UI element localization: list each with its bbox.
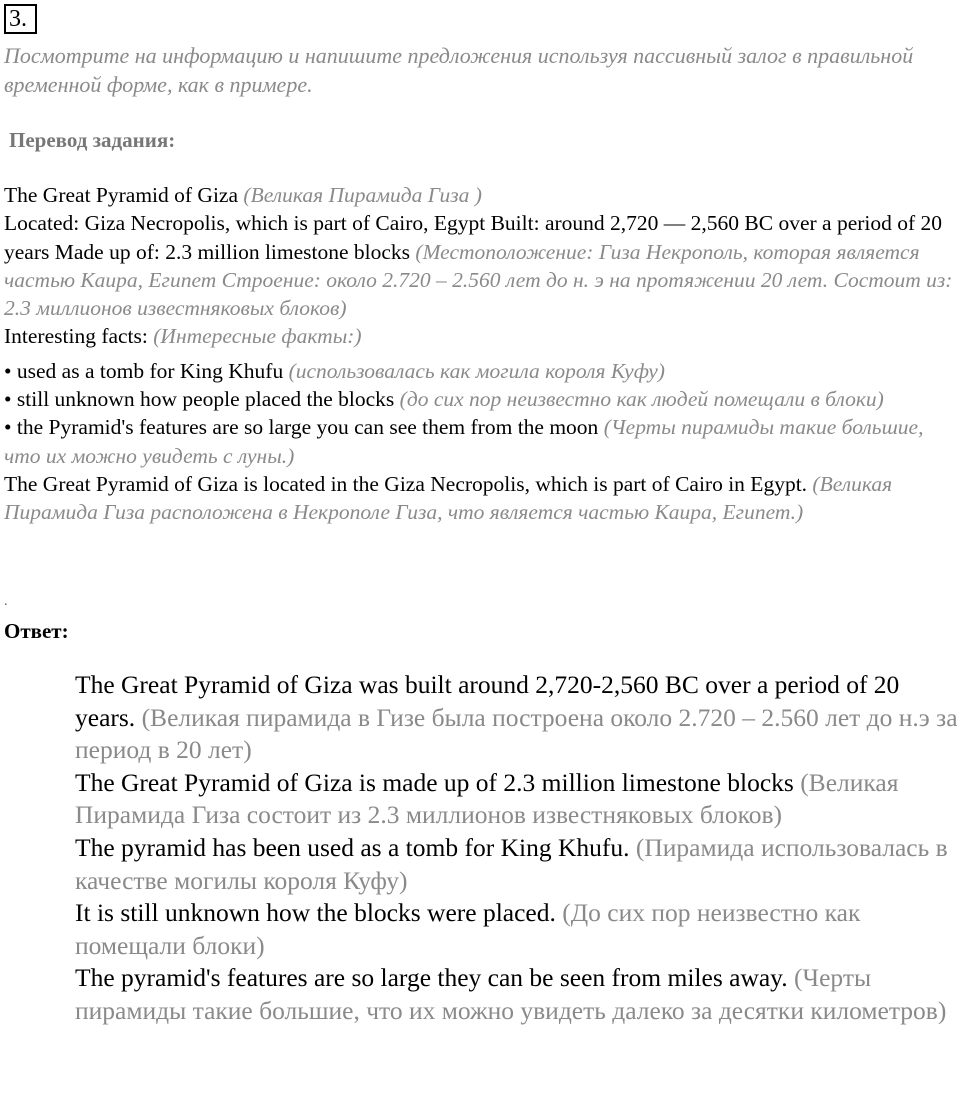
answer-item-5 — [75, 962, 960, 1027]
info-location-line — [4, 209, 956, 322]
answer-en: The pyramid's features are so large they can be seen from miles away. — [75, 963, 788, 993]
answer-item-2 — [75, 767, 960, 832]
fact-bullet-en: • used as a tomb for King Khufu — [4, 358, 284, 383]
answer-ru: (Черты пирамиды такие большие, что их можно увидеть далеко за десятки километров) — [75, 963, 947, 1025]
answer-item-1 — [75, 669, 960, 767]
answer-ru: (Пирамида использовалась в качестве могилы короля Куфу) — [75, 832, 948, 895]
example-en: The Great Pyramid of Giza is located in the Giza Necropolis, which is part of Cairo in Egypt. — [4, 471, 808, 496]
info-title-line — [4, 181, 956, 209]
fact-bullet-3 — [4, 413, 956, 470]
task-number-box: 3. — [4, 4, 37, 34]
example-sentence — [4, 470, 956, 527]
answer-en: The Great Pyramid of Giza was built around 2,720-2,560 BC over a period of 20 years. — [75, 670, 900, 732]
stray-dot: . — [4, 594, 8, 609]
fact-bullet-2 — [4, 385, 956, 413]
answer-en: The Great Pyramid of Giza is made up of 2.3 million limestone blocks — [75, 767, 794, 797]
info-location-ru: (Местоположение: Гиза Некрополь, которая является частью Каира, Египет Строение: около 2.720 – 2.560 лет до н. э на протяжении 20 лет. Состоит из: 2.3 миллионов известняковых блоков) — [4, 239, 953, 321]
info-facts-en: Interesting facts: — [4, 324, 148, 349]
task-instruction: Посмотрите на информацию и напишите предложения используя пассивный залог в правильной временной форме, как в примере. — [4, 43, 914, 97]
answer-list — [75, 669, 960, 1028]
fact-bullet-en: • still unknown how people placed the blocks — [4, 387, 395, 412]
answer-heading: Ответ: — [4, 619, 69, 643]
translation-heading: Перевод задания: — [9, 128, 176, 152]
answer-en: It is still unknown how the blocks were placed. — [75, 898, 556, 928]
answer-en: The pyramid has been used as a tomb for King Khufu. — [75, 832, 630, 862]
answer-item-4 — [75, 897, 960, 962]
fact-bullet-ru: (использовалась как могила короля Куфу) — [288, 358, 665, 383]
answer-ru: (Великая Пирамида Гиза состоит из 2.3 миллионов известняковых блоков) — [75, 767, 899, 830]
info-block — [4, 181, 956, 527]
answer-item-3 — [75, 832, 960, 897]
answer-ru: (Великая пирамида в Гизе была построена около 2.720 – 2.560 лет до н.э за период в 20 лет) — [75, 702, 958, 765]
fact-bullet-ru: (до сих пор неизвестно как людей помещали в блоки) — [399, 387, 884, 412]
info-facts-line — [4, 322, 956, 350]
answer-ru: (До сих пор неизвестно как помещали блоки) — [75, 898, 861, 960]
fact-bullet-1 — [4, 357, 956, 385]
info-facts-ru: (Интересные факты:) — [153, 324, 362, 349]
fact-bullet-ru: (Черты пирамиды такие большие, что их можно увидеть с луны.) — [4, 415, 924, 468]
info-location-en: Located: Giza Necropolis, which is part of Cairo, Egypt Built: around 2,720 — 2,560 BC over a period of 20 years Made up of: 2.3 million limestone blocks — [4, 211, 943, 264]
info-title-ru: (Великая Пирамида Гиза ) — [243, 183, 482, 207]
fact-bullet-en: • the Pyramid's features are so large you can see them from the moon — [4, 415, 599, 440]
example-ru: (Великая Пирамида Гиза расположена в Некрополе Гиза, что является частью Каира, Египет.) — [4, 471, 893, 525]
info-title-en: The Great Pyramid of Giza — [4, 183, 239, 207]
